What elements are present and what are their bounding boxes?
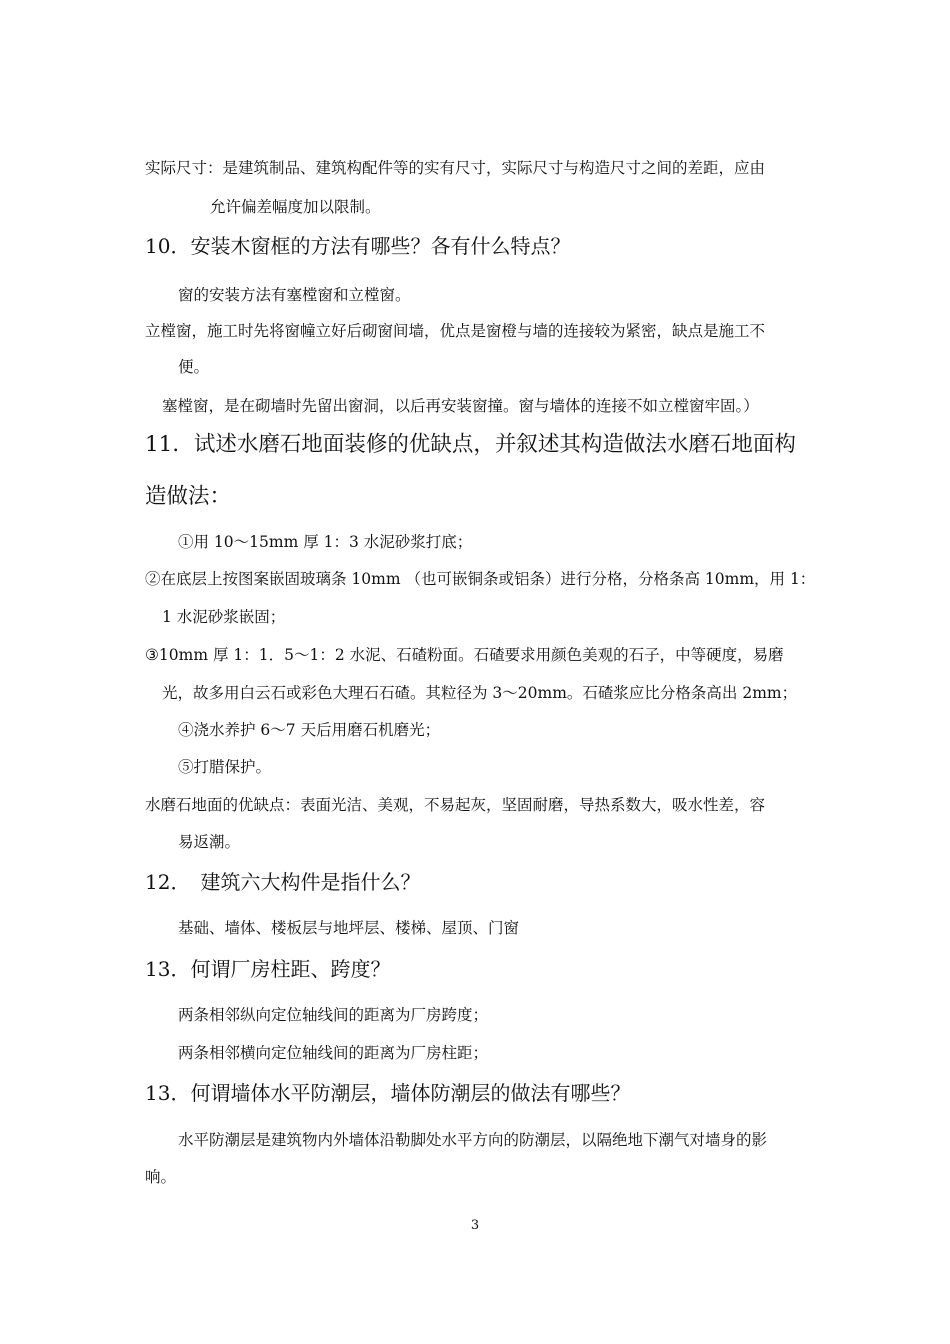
question-10-heading: 10．安装木窗框的方法有哪些？各有什么特点？ bbox=[145, 234, 571, 258]
text-line-20: 响。 bbox=[145, 1168, 177, 1186]
question-12-heading: 12． 建筑六大构件是指什么？ bbox=[145, 870, 421, 894]
text-line-13: ⑤打腊保护。 bbox=[178, 758, 272, 776]
text-line-11: 光，故多用白云石或彩色大理石石碴。其粒径为 3～20mm。石碴浆应比分格条高出 2mm； bbox=[162, 684, 798, 702]
text-line-4: 立樘窗，施工时先将窗幢立好后砌窗间墙，优点是窗橙与墙的连接较为紧密，缺点是施工不 bbox=[145, 322, 766, 340]
text-line-5: 便。 bbox=[178, 358, 210, 376]
page-number: 3 bbox=[470, 1218, 480, 1233]
text-line-9: 1 水泥砂浆嵌固； bbox=[162, 608, 286, 626]
text-line-6: 塞樘窗，是在砌墙时先留出窗洞，以后再安装窗撞。窗与墙体的连接不如立樘窗牢固。） bbox=[162, 397, 759, 415]
text-line-12: ④浇水养护 6～7 天后用磨石机磨光； bbox=[178, 721, 441, 739]
text-line-16: 基础、墙体、楼板层与地坪层、楼梯、屋顶、门窗 bbox=[178, 919, 520, 937]
text-line-17: 两条相邻纵向定位轴线间的距离为厂房跨度； bbox=[178, 1006, 489, 1024]
text-line-1: 实际尺寸：是建筑制品、建筑构配件等的实有尺寸，实际尺寸与构造尺寸之间的差距，应由 bbox=[145, 159, 766, 177]
text-line-10: ③10mm 厚 1：1．5～1：2 水泥、石碴粉面。石碴要求用颜色美观的石子，中等硬度，易磨 bbox=[145, 646, 784, 664]
text-line-3: 窗的安装方法有塞樘窗和立樘窗。 bbox=[178, 286, 411, 304]
text-line-8: ②在底层上按图案嵌固玻璃条 10mm （也可嵌铜条或铝条）进行分格，分格条高 10mm，用 1： bbox=[145, 570, 816, 588]
question-11-heading-cont: 造做法： bbox=[145, 484, 232, 509]
text-line-18: 两条相邻横向定位轴线间的距离为厂房柱距； bbox=[178, 1044, 489, 1062]
text-line-14: 水磨石地面的优缺点：表面光洁、美观，不易起灰，坚固耐磨，导热系数大，吸水性差，容 bbox=[145, 796, 766, 814]
text-line-19: 水平防潮层是建筑物内外墙体沿勒脚处水平方向的防潮层，以隔绝地下潮气对墙身的影 bbox=[178, 1131, 768, 1149]
question-13b-heading: 13．何谓墙体水平防潮层，墙体防潮层的做法有哪些？ bbox=[145, 1081, 631, 1105]
text-line-15: 易返潮。 bbox=[178, 833, 241, 851]
question-11-heading: 11．试述水磨石地面装修的优缺点，并叙述其构造做法水磨石地面构 bbox=[145, 432, 796, 457]
text-line-2: 允许偏差幅度加以限制。 bbox=[210, 198, 381, 216]
question-13a-heading: 13．何谓厂房柱距、跨度？ bbox=[145, 957, 391, 981]
text-line-7: ①用 10～15mm 厚 1：3 水泥砂浆打底； bbox=[178, 533, 473, 551]
